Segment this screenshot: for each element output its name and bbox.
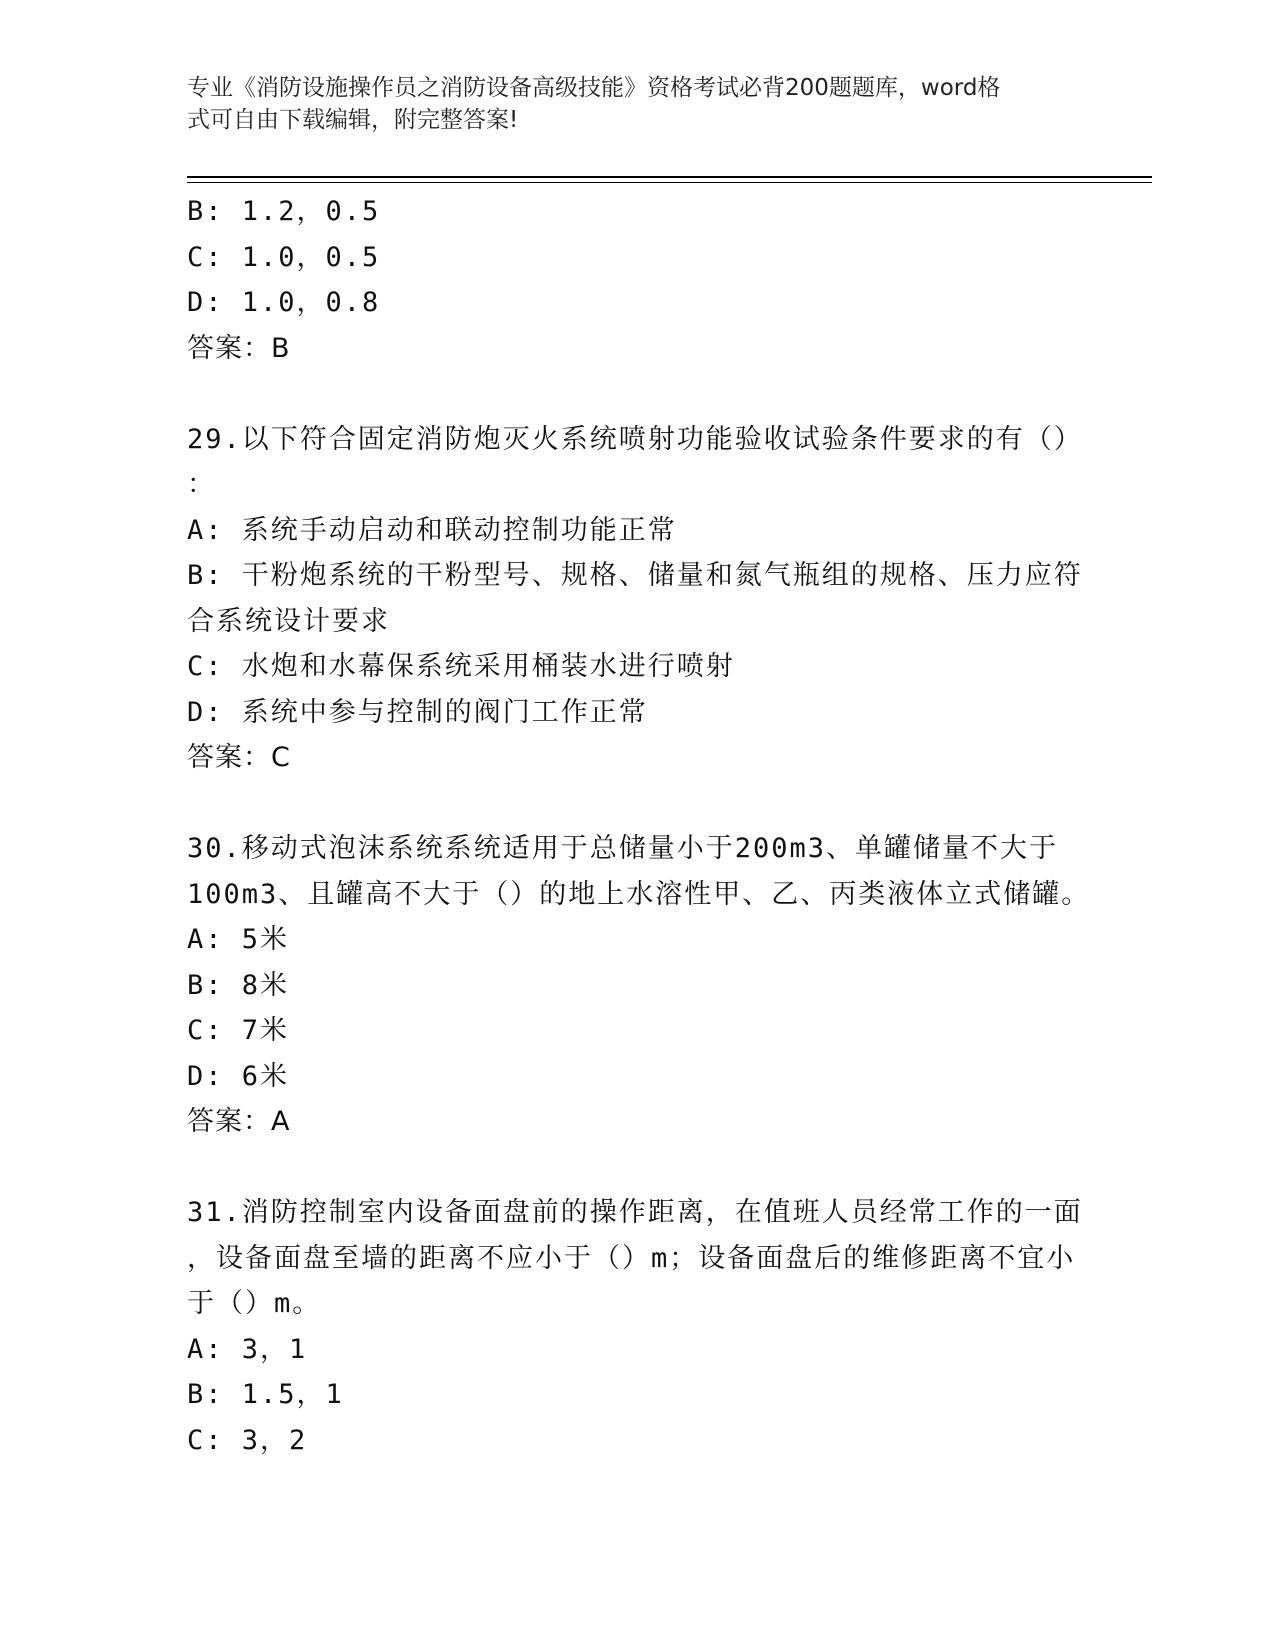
question-28-tail	[187, 189, 1087, 371]
q30-answer: 答案：A	[187, 1106, 291, 1137]
q29-stem-line-2: ：	[187, 469, 216, 500]
q30-stem-line-1: 30.移动式泡沫系统系统适用于总储量小于200m3、单罐储量不大于	[187, 833, 1059, 864]
q29-answer: 答案：C	[187, 742, 291, 773]
question-31	[187, 1190, 1087, 1463]
q29-option-d: D: 系统中参与控制的阀门工作正常	[187, 696, 648, 728]
header-title-line-1: 专业《消防设施操作员之消防设备高级技能》资格考试必背200题题库，word格	[187, 75, 1001, 101]
q28-option-d: D: 1.0，0.8	[187, 287, 381, 318]
q30-option-b: B: 8米	[187, 969, 290, 1001]
q29-option-b-line-2: 合系统设计要求	[187, 605, 390, 637]
header-divider-thick	[187, 176, 1152, 178]
q30-option-a: A: 5米	[187, 924, 290, 955]
q29-option-b-line-1: B: 干粉炮系统的干粉型号、规格、储量和氮气瓶组的规格、压力应符	[187, 560, 1083, 591]
q31-stem-line-2: ，设备面盘至墙的距离不应小于（）m；设备面盘后的维修距离不宜小	[187, 1242, 1076, 1274]
q30-stem-line-2: 100m3、且罐高不大于（）的地上水溶性甲、乙、丙类液体立式储罐。	[187, 878, 1091, 910]
q30-option-d: D: 6米	[187, 1060, 290, 1092]
header-divider-thin	[187, 182, 1152, 183]
document-header	[187, 72, 1067, 136]
spacer	[187, 781, 1087, 827]
q31-stem-line-1: 31.消防控制室内设备面盘前的操作距离，在值班人员经常工作的一面	[187, 1197, 1083, 1228]
q28-answer: 答案：B	[187, 332, 291, 364]
question-29	[187, 417, 1087, 781]
q29-option-a: A: 系统手动启动和联动控制功能正常	[187, 514, 677, 546]
question-30	[187, 826, 1091, 1145]
q28-option-c: C: 1.0，0.5	[187, 241, 381, 273]
q31-option-b: B: 1.5，1	[187, 1379, 344, 1410]
q29-option-c: C: 水炮和水幕保系统采用桶装水进行喷射	[187, 651, 735, 682]
q28-option-b: B: 1.2，0.5	[187, 196, 381, 227]
q31-stem-line-3: 于（）m。	[187, 1288, 322, 1319]
question-content	[187, 189, 1091, 1463]
q30-option-c: C: 7米	[187, 1015, 290, 1046]
q31-option-c: C: 3，2	[187, 1424, 308, 1456]
q29-stem-line-1: 29.以下符合固定消防炮灭火系统喷射功能验收试验条件要求的有（）	[187, 423, 1083, 455]
q31-option-a: A: 3，1	[187, 1333, 308, 1365]
spacer	[187, 1145, 1087, 1191]
header-title-line-2: 式可自由下载编辑，附完整答案!	[187, 107, 519, 133]
spacer	[187, 371, 1087, 417]
